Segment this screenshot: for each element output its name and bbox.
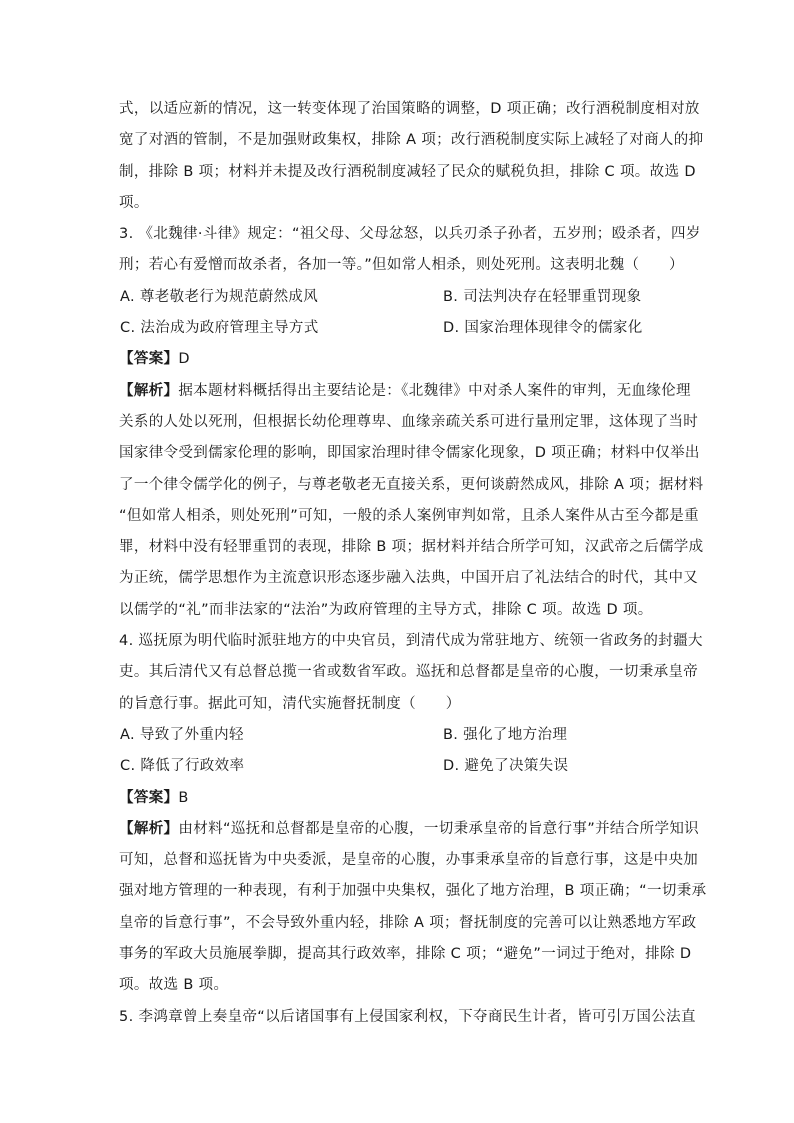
analysis-line: 国家律令受到儒家伦理的影响，即国家治理时律令儒家化现象，D 项正确；材料中仅举出 bbox=[119, 445, 700, 462]
analysis-line: 强对地方管理的一种表现，有利于加强中央集权，强化了地方治理，B 项正确；“一切秉承 bbox=[119, 883, 707, 900]
option-row bbox=[119, 751, 679, 782]
answer-tag: 【答案】 bbox=[119, 351, 179, 368]
question-stem-line: 吏。其后清代又有总督总揽一省或数省军政。巡抚和总督都是皇帝的心腹，一切秉承皇帝 bbox=[119, 664, 699, 681]
question-stem-line: 4. 巡抚原为明代临时派驻地方的中央官员，到清代成为常驻地方、统领一省政务的封疆大 bbox=[119, 633, 703, 650]
question-3 bbox=[119, 219, 704, 626]
analysis-line: 罪，材料中没有轻罪重罚的表现，排除 B 项；据材料并结合所学可知，汉武帝之后儒学成 bbox=[119, 539, 704, 556]
analysis-text: 据本题材料概括得出主要结论是：《北魏律》中对杀人案件的审判，无血缘伦理 bbox=[178, 382, 691, 399]
question-stem-line: 5. 李鸿章曾上奏皇帝“以后诸国事有上侵国家利权，下夺商民生计者，皆可引万国公法直 bbox=[119, 1008, 696, 1025]
text-line: 制，排除 B 项；材料并未提及改行酒税制度减轻了民众的赋税负担，排除 C 项。故选 D bbox=[119, 163, 696, 180]
option-a: A. 导致了外重内轻 bbox=[120, 726, 244, 743]
document-page bbox=[119, 94, 707, 1033]
analysis-text: 由材料“巡抚和总督都是皇帝的心腹，一切秉承皇帝的旨意行事”并结合所学知识 bbox=[178, 820, 700, 837]
previous-analysis-continuation bbox=[119, 94, 704, 219]
analysis-line: 以儒学的“礼”而非法家的“法治”为政府管理的主导方式，排除 C 项。故选 D 项。 bbox=[119, 601, 653, 618]
option-d: D. 避免了决策失误 bbox=[443, 758, 569, 775]
text-line: 项。 bbox=[119, 194, 149, 211]
answer-line bbox=[119, 344, 679, 375]
option-a: A. 尊老敬老行为规范蔚然成风 bbox=[120, 288, 319, 305]
analysis-line: 了一个律令儒学化的例子，与尊老敬老无直接关系，更何谈蔚然成风，排除 A 项；据材料 bbox=[119, 476, 704, 493]
option-d: D. 国家治理体现律令的儒家化 bbox=[443, 320, 643, 337]
option-b: B. 强化了地方治理 bbox=[443, 726, 568, 743]
option-b: B. 司法判决存在轻罪重罚现象 bbox=[443, 288, 642, 305]
answer-line bbox=[119, 783, 679, 814]
answer-value: D bbox=[178, 351, 190, 368]
text-line: 宽了对酒的管制，不是加强财政集权，排除 A 项；改行酒税制度实际上减轻了对商人的抑 bbox=[119, 132, 704, 149]
question-5 bbox=[119, 1002, 696, 1033]
analysis-line: 项。故选 B 项。 bbox=[119, 977, 229, 994]
question-stem-line: 3. 《北魏律·斗律》规定：“祖父母、父母忿怒，以兵刃杀子孙者，五岁刑；殴杀者，四岁 bbox=[119, 226, 701, 243]
text-line: 式，以适应新的情况，这一转变体现了治国策略的调整，D 项正确；改行酒税制度相对放 bbox=[119, 101, 700, 117]
question-stem-line: 刑；若心有爱憎而故杀者，各加一等。”但如常人相杀，则处死刑。这表明北魏（ ） bbox=[119, 257, 684, 274]
analysis-tag: 【解析】 bbox=[119, 382, 179, 399]
analysis-line bbox=[119, 814, 700, 845]
answer-value: B bbox=[178, 789, 189, 806]
analysis-line: 可知，总督和巡抚皆为中央委派，是皇帝的心腹，办事秉承皇帝的旨意行事，这是中央加 bbox=[119, 852, 699, 869]
answer-tag: 【答案】 bbox=[119, 789, 179, 806]
option-row bbox=[119, 720, 679, 751]
option-row bbox=[119, 313, 679, 344]
question-stem-line: 的旨意行事。据此可知，清代实施督抚制度（ ） bbox=[119, 695, 461, 712]
analysis-line: 皇帝的旨意行事”，不会导致外重内轻，排除 A 项；督抚制度的完善可以让熟悉地方军政 bbox=[119, 914, 697, 931]
question-4 bbox=[119, 626, 707, 1002]
analysis-line bbox=[119, 376, 691, 407]
analysis-line: 为正统，儒学思想作为主流意识形态逐步融入法典，中国开启了礼法结合的时代，其中又 bbox=[119, 570, 699, 587]
analysis-line: 关系的人处以死刑，但根据长幼伦理尊卑、血缘亲疏关系可进行量刑定罪，这体现了当时 bbox=[119, 413, 699, 430]
analysis-tag: 【解析】 bbox=[119, 820, 179, 837]
analysis-line: “但如常人相杀，则处死刑”可知，一般的杀人案例审判如常，且杀人案件从古至今都是重 bbox=[119, 507, 700, 524]
option-c: C. 法治成为政府管理主导方式 bbox=[120, 320, 319, 337]
analysis-line: 事务的军政大员施展拳脚，提高其行政效率，排除 C 项；“避免”一词过于绝对，排除 D bbox=[119, 946, 692, 963]
option-row bbox=[119, 282, 679, 313]
option-c: C. 降低了行政效率 bbox=[120, 758, 245, 775]
